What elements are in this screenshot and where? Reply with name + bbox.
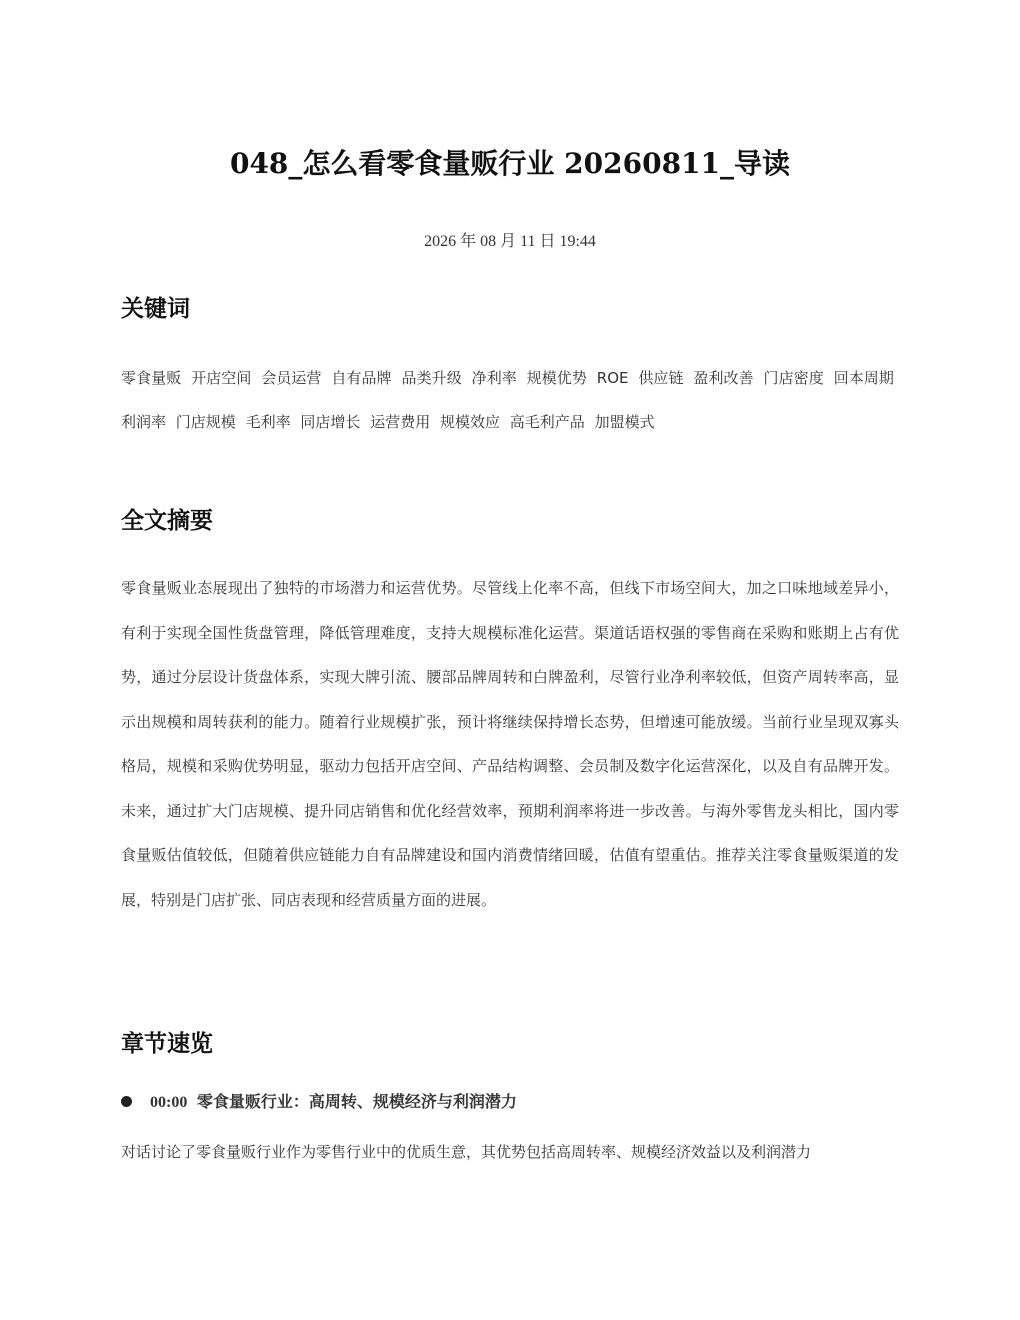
chapter-heading: [150, 1088, 517, 1117]
document-datetime: 2026 年 08 月 11 日 19:44: [424, 233, 596, 250]
keyword-item: 毛利率: [245, 413, 291, 431]
keyword-item: 供应链: [638, 369, 684, 387]
keyword-item: 净利率: [471, 369, 517, 387]
keyword-item: ROE: [596, 369, 629, 387]
chapter-item: [121, 1088, 899, 1116]
keyword-item: 高毛利产品: [509, 413, 585, 431]
keyword-item: 门店规模: [175, 413, 236, 431]
keyword-item: 运营费用: [370, 413, 431, 431]
keyword-item: 品类升级: [401, 369, 462, 387]
keyword-item: 自有品牌: [331, 369, 392, 387]
document-title: 048_怎么看零食量贩行业 20260811_导读: [229, 147, 791, 180]
keyword-item: 回本周期: [833, 369, 894, 387]
keyword-item: 利润率: [121, 413, 167, 431]
keyword-item: 同店增长: [300, 413, 361, 431]
chapter-description: 对话讨论了零食量贩行业作为零售行业中的优质生意，其优势包括高周转率、规模经济效益以及利润潜力: [121, 1143, 812, 1161]
bullet-icon: [121, 1096, 132, 1107]
keywords-list: [121, 356, 899, 444]
summary-paragraph: 零食量贩业态展现出了独特的市场潜力和运营优势。尽管线上化率不高，但线下市场空间大，加之口味地域差异小，有利于实现全国性货盘管理，降低管理难度，支持大规模标准化运营。渠道话语权强的零售商在采购和账期上占有优势，通过分层设计货盘体系，实现大牌引流、腰部品牌周转和白牌盈利，尽管行业净利率较低，但资产周转率高，显示出规模和周转获利的能力。随着行业规模扩张，预计将继续保持增长态势，但增速可能放缓。当前行业呈现双寡头格局，规模和采购优势明显，驱动力包括开店空间、产品结构调整、会员制及数字化运营深化，以及自有品牌开发。未来，通过扩大门店规模、提升同店销售和优化经营效率，预期利润率将进一步改善。与海外零售龙头相比，国内零食量贩估值较低，但随着供应链能力自有品牌建设和国内消费情绪回暖，估值有望重估。推荐关注零食量贩渠道的发展，特别是门店扩张、同店表现和经营质量方面的进展。: [121, 579, 899, 909]
summary-heading: 全文摘要: [121, 508, 213, 534]
keyword-item: 开店空间: [191, 369, 252, 387]
chapter-title: 零食量贩行业：高周转、规模经济与利润潜力: [196, 1092, 517, 1111]
keyword-item: 加盟模式: [594, 413, 655, 431]
chapters-heading: 章节速览: [121, 1031, 213, 1057]
keyword-item: 会员运营: [261, 369, 322, 387]
keyword-item: 零食量贩: [121, 369, 182, 387]
keyword-item: 规模效应: [439, 413, 500, 431]
chapter-timestamp: 00:00: [150, 1094, 188, 1111]
keyword-item: 门店密度: [763, 369, 824, 387]
keyword-item: 盈利改善: [693, 369, 754, 387]
keywords-heading: 关键词: [121, 296, 190, 322]
keyword-item: 规模优势: [526, 369, 587, 387]
